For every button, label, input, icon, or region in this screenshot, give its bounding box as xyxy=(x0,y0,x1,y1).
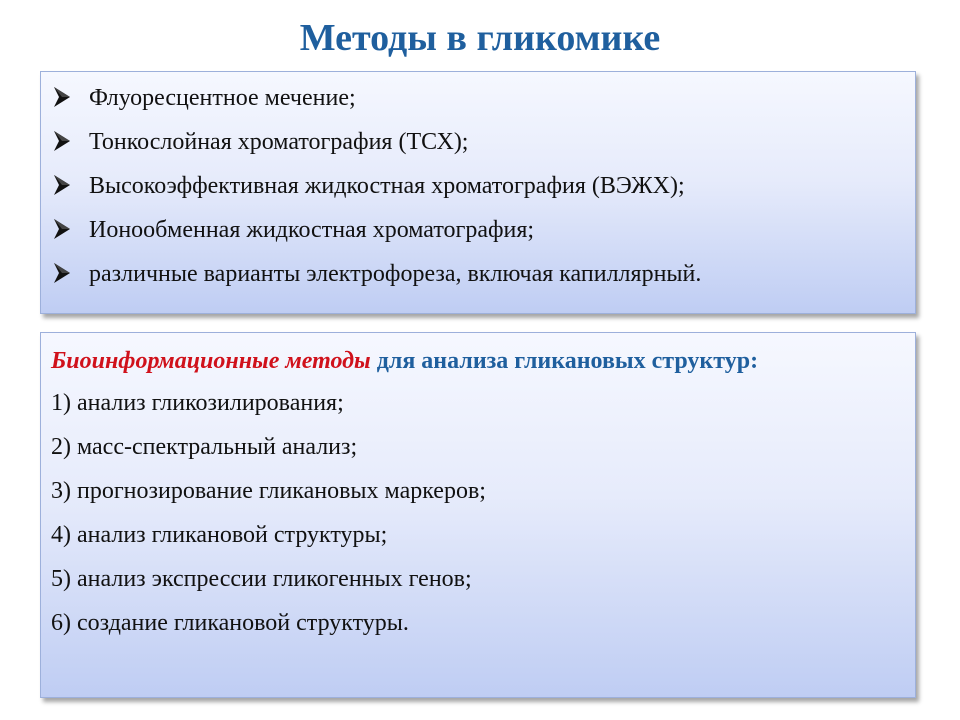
methods-list xyxy=(53,84,915,288)
bioinformatics-heading-rest: для анализа гликановых структур: xyxy=(370,348,759,374)
arrow-bullet-icon xyxy=(53,218,71,240)
bioinformatics-list xyxy=(51,389,915,637)
arrow-bullet-icon xyxy=(53,174,71,196)
methods-item xyxy=(53,216,915,244)
bioinformatics-item: 3) прогнозирование гликановых маркеров; xyxy=(51,478,486,504)
bioinformatics-box xyxy=(40,332,916,698)
arrow-bullet-icon xyxy=(53,130,71,152)
bioinformatics-item: 1) анализ гликозилирования; xyxy=(51,390,344,416)
methods-item xyxy=(53,172,915,200)
methods-item xyxy=(53,84,915,112)
methods-item-text: Тонкослойная хроматография (ТСХ); xyxy=(89,129,469,155)
bioinformatics-item: 5) анализ экспрессии гликогенных генов; xyxy=(51,566,472,592)
methods-item-text: Высокоэффективная жидкостная хроматография (ВЭЖХ); xyxy=(89,173,685,199)
methods-item-text: различные варианты электрофореза, включая капиллярный. xyxy=(89,261,702,287)
bioinformatics-heading xyxy=(51,345,871,377)
methods-item-text: Ионообменная жидкостная хроматография; xyxy=(89,217,535,243)
bioinformatics-item: 2) масс-спектральный анализ; xyxy=(51,434,358,460)
arrow-bullet-icon xyxy=(53,262,71,284)
bioinformatics-item: 4) анализ гликановой структуры; xyxy=(51,522,388,548)
methods-item xyxy=(53,260,915,288)
arrow-bullet-icon xyxy=(53,86,71,108)
bioinformatics-heading-emphasis: Биоинформационные методы xyxy=(51,348,371,374)
methods-item xyxy=(53,128,915,156)
slide-title: Методы в гликомике xyxy=(299,17,661,59)
methods-box xyxy=(40,71,916,314)
methods-item-text: Флуоресцентное мечение; xyxy=(89,85,356,111)
bioinformatics-item: 6) создание гликановой структуры. xyxy=(51,610,409,636)
